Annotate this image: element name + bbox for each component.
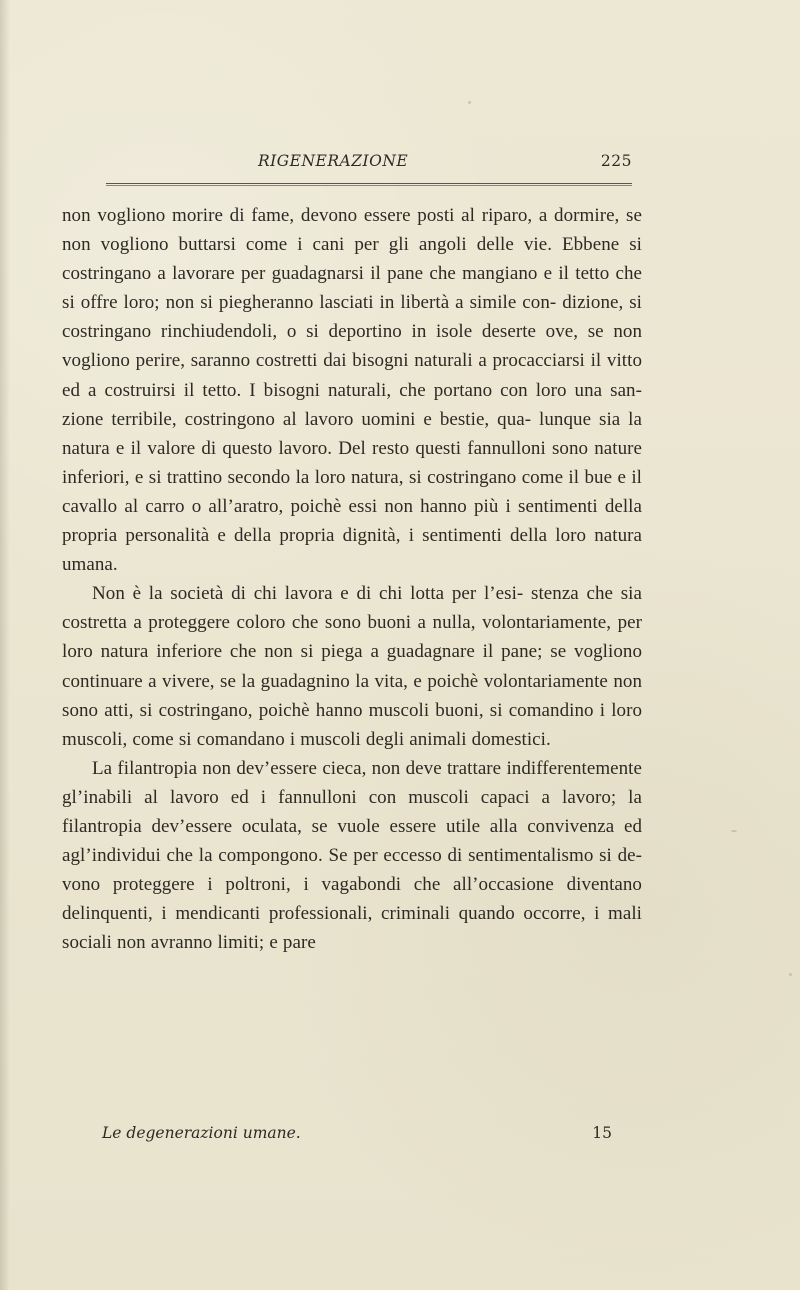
running-header xyxy=(106,152,632,186)
running-title: RIGENERAZIONE xyxy=(258,152,409,170)
signature-number: 15 xyxy=(592,1124,612,1142)
paper-speck xyxy=(468,101,471,104)
paragraph-3: La filantropia non dev’essere cieca, non deve trattare indifferentemente gl’inabili al lavoro ed i fannulloni con muscoli capaci a lavoro; la filantropia dev’essere oculata, se vuole essere utile alla convivenza ed agl’individui che la compongono. Se per eccesso di sentimentalismo si de- vono proteggere i poltroni, i vagabondi che all’occasione diventano delinquenti, i mendicanti professionali, criminali quando occorre, i mali sociali non avranno limiti; e pare xyxy=(62,757,642,954)
book-title: Le degenerazioni umane. xyxy=(102,1124,301,1142)
paper-speck xyxy=(789,973,792,976)
page-number: 225 xyxy=(600,152,632,170)
paper-speck xyxy=(731,830,737,832)
page-body xyxy=(62,201,642,957)
page-footer xyxy=(102,1124,622,1148)
paragraph-2: Non è la società di chi lavora e di chi lotta per l’esi- stenza che sia costretta a proteggere coloro che sono buoni a nulla, volontariamente, per loro natura inferiore che non si piega a guadagnare il pane; se vogliono continuare a vivere, se la guadagnino la vita, e poichè volontariamente non sono atti, si costringano, poichè hanno muscoli buoni, si comandino i loro muscoli, come si comandano i muscoli degli animali domestici. xyxy=(62,583,642,750)
header-rule xyxy=(106,183,632,186)
paragraph-1: non vogliono morire di fame, devono essere posti al riparo, a dormire, se non vogliono buttarsi come i cani per gli angoli delle vie. Ebbene si costringano a lavorare per guadagnarsi il pane che mangiano e il tetto che si offre loro; non si piegheranno lasciati in libertà a simile con- dizione, si costringano rinchiudendoli, o si deportino in isole deserte ove, se non vogliono perire, saranno costretti dai bisogni naturali a procacciarsi il vitto ed a costruirsi il tetto. I bisogni naturali, che portano con loro una san- zione terribile, costringono al lavoro uomini e bestie, qua- lunque sia la natura e il valore di questo lavoro. Del resto questi fannulloni sono nature inferiori, e si trattino secondo la loro natura, si costringano come il bue e il cavallo al carro o all’aratro, poichè essi non hanno più i sentimenti della propria personalità e della propria dignità, i sentimenti della loro natura umana. xyxy=(62,205,642,576)
page-binding-shadow xyxy=(0,0,10,1290)
